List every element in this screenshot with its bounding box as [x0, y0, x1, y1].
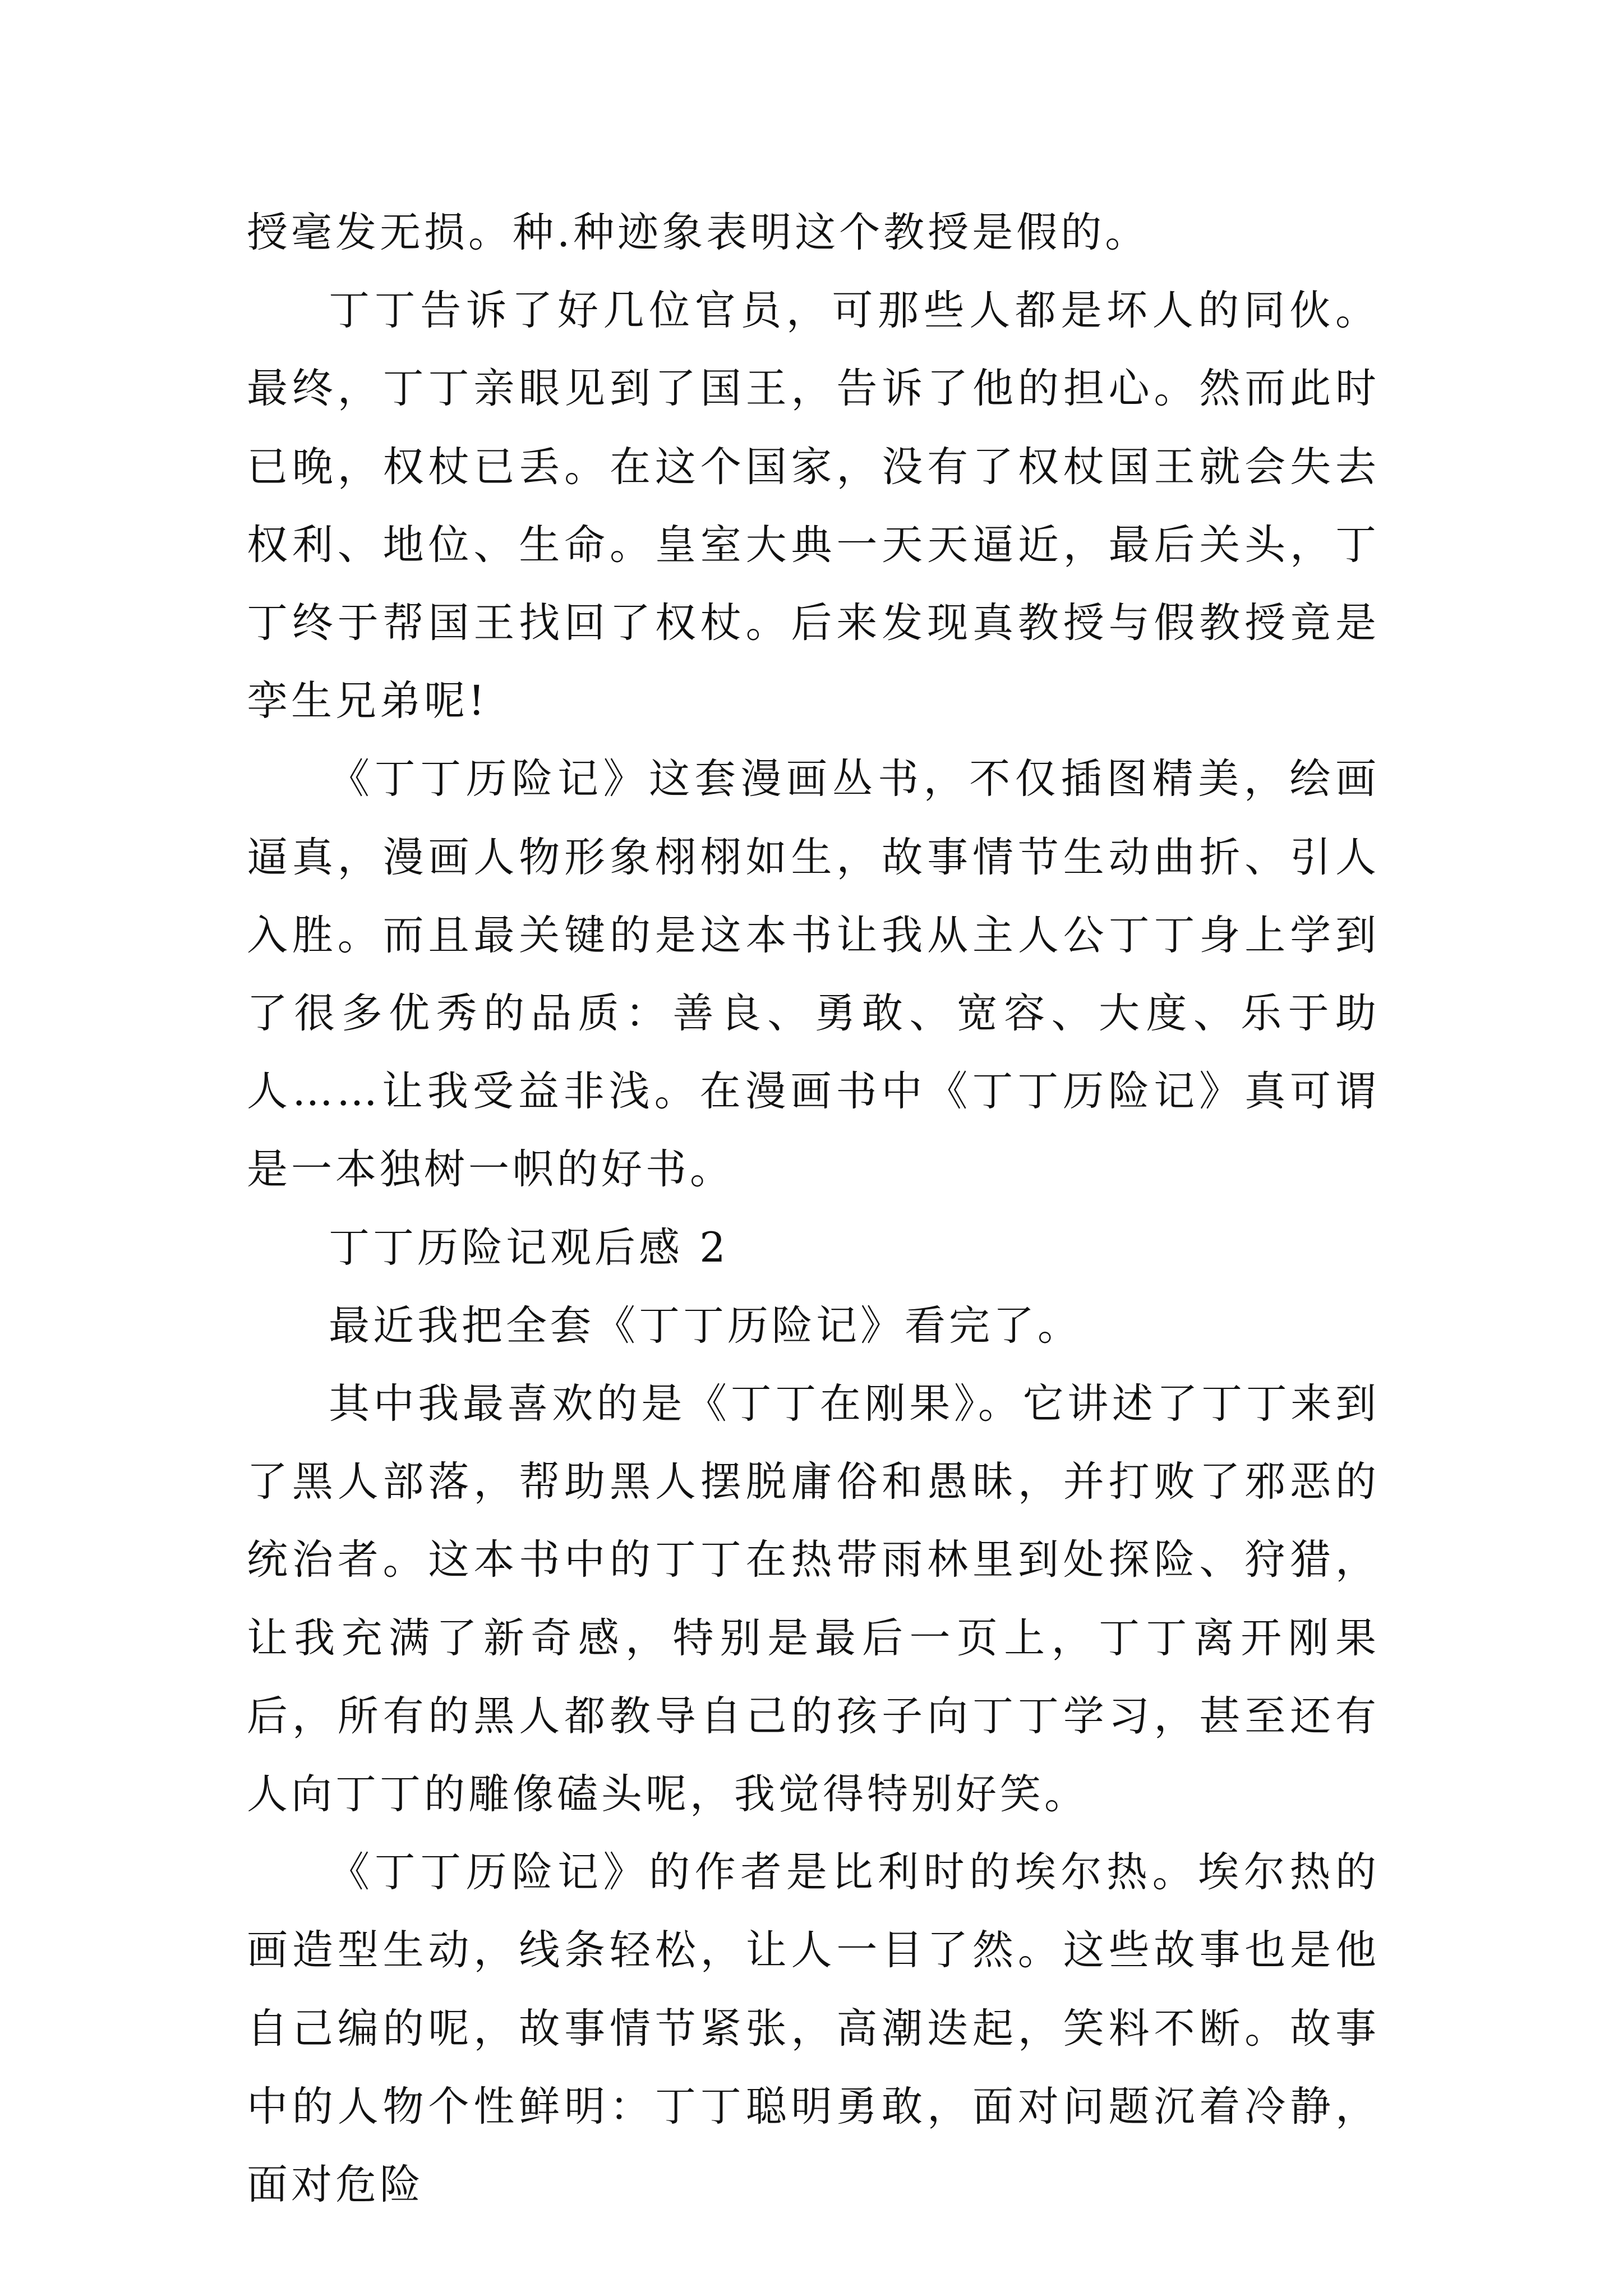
paragraph: 《丁丁历险记》的作者是比利时的埃尔热。埃尔热的画造型生动，线条轻松，让人一目了然。这些故事也是他自己编的呢，故事情节紧张，高潮迭起，笑料不断。故事中的人物个性鲜明：丁丁聪明勇敢，面对问题沉着冷静，面对危险 — [247, 1848, 1380, 2209]
paragraph: 丁丁告诉了好几位官员，可那些人都是坏人的同伙。最终，丁丁亲眼见到了国王，告诉了他的担心。然而此时已晚，权杖已丢。在这个国家，没有了权杖国王就会失去权利、地位、生命。皇室大典一天天逼近，最后关头，丁丁终于帮国王找回了权杖。后来发现真教授与假教授竟是孪生兄弟呢! — [247, 287, 1380, 725]
paragraph: 其中我最喜欢的是《丁丁在刚果》。它讲述了丁丁来到了黑人部落，帮助黑人摆脱庸俗和愚昧，并打败了邪恶的统治者。这本书中的丁丁在热带雨林里到处探险、狩猎，让我充满了新奇感，特别是最后一页上，丁丁离开刚果后，所有的黑人都教导自己的孩子向丁丁学习，甚至还有人向丁丁的雕像磕头呢，我觉得特别好笑。 — [247, 1380, 1380, 1819]
paragraph: 最近我把全套《丁丁历险记》看完了。 — [329, 1301, 1082, 1350]
paragraph-continuation: 授毫发无损。种.种迹象表明这个教授是假的。 — [247, 209, 1150, 256]
section-heading: 丁丁历险记观后感 2 — [329, 1223, 729, 1272]
body-text — [247, 194, 1380, 2224]
paragraph: 《丁丁历险记》这套漫画丛书，不仅插图精美，绘画逼真，漫画人物形象栩栩如生，故事情节生动曲折、引人入胜。而且最关键的是这本书让我从主人公丁丁身上学到了很多优秀的品质：善良、勇敢、宽容、大度、乐于助人……让我受益非浅。在漫画书中《丁丁历险记》真可谓是一本独树一帜的好书。 — [247, 755, 1380, 1194]
